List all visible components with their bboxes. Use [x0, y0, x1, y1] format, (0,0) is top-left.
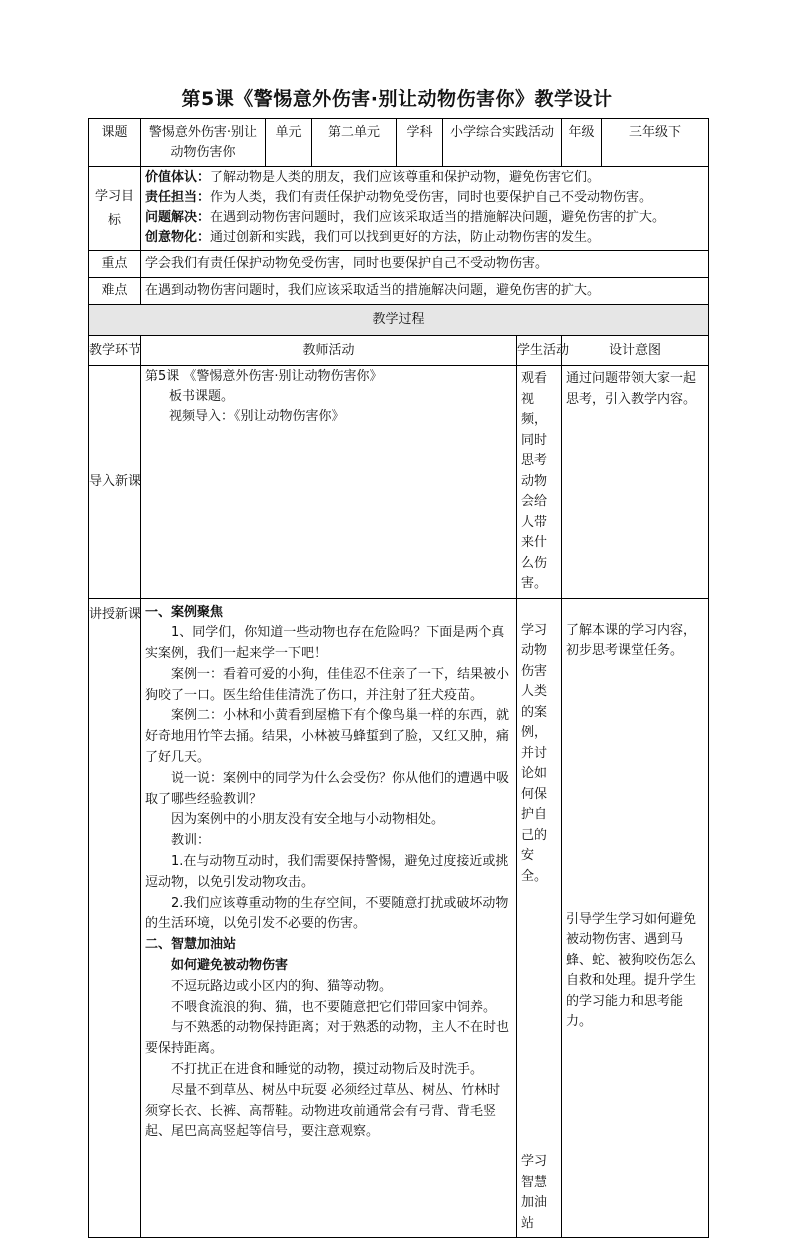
meta-row	[89, 119, 709, 167]
objective-item: 问题解决：在遇到动物伤害问题时，我们应该采取适当的措施解决问题，避免伤害的扩大。	[145, 210, 666, 225]
lesson-stage: 讲授新课	[89, 598, 141, 1238]
process-header: 教学过程	[89, 305, 709, 336]
lesson-paragraph: 尽量不到草丛、树丛中玩耍 必须经过草丛、树丛、竹林时须穿长衣、长裤、高帮鞋。动物进攻前通常会有弓背、背毛竖起、尾巴高高竖起等信号，要注意观察。	[145, 1082, 501, 1140]
lesson-plan-table	[88, 118, 709, 1238]
objective-item: 责任担当：作为人类，我们有责任保护动物免受伤害，同时也要保护自己不受动物伤害。	[145, 190, 653, 205]
lesson-paragraph: 1.在与动物互动时，我们需要保持警惕，避免过度接近或挑逗动物，以免引发动物攻击。	[145, 854, 509, 890]
grade-value: 三年级下	[602, 119, 709, 167]
objective-item: 价值体认：了解动物是人类的朋友，我们应该尊重和保护动物，避免伤害它们。	[145, 170, 601, 185]
intro-teacher	[141, 366, 517, 599]
intro-student: 观看视频，同时思考动物会给人带来什么伤害。	[517, 366, 562, 599]
col-intent-header: 设计意图	[562, 336, 709, 366]
lesson-teacher	[141, 598, 517, 1238]
student-activity-1: 学习动物伤害人类的案例，并讨论如何保护自己的安全。	[521, 622, 548, 884]
col-teacher-header: 教师活动	[141, 336, 517, 366]
intro-teacher-line: 第5课 《警惕意外伤害·别让动物伤害你》	[145, 369, 383, 384]
subject-value: 小学综合实践活动	[443, 119, 562, 167]
intro-intent: 通过问题带领大家一起思考，引入教学内容。	[562, 366, 709, 599]
intro-stage: 导入新课	[89, 366, 141, 599]
process-columns-row	[89, 336, 709, 366]
section-title: 一、案例聚焦	[145, 604, 224, 620]
objective-item: 创意物化：通过创新和实践，我们可以找到更好的方法，防止动物伤害的发生。	[145, 230, 601, 245]
key-point-row	[89, 251, 709, 278]
lesson-paragraph: 不打扰正在进食和睡觉的动物，摸过动物后及时洗手。	[171, 1062, 484, 1078]
subject-label: 学科	[397, 119, 443, 167]
objectives-row	[89, 167, 709, 251]
lesson-paragraph: 不喂食流浪的狗、猫，也不要随意把它们带回家中饲养。	[171, 999, 497, 1015]
intro-row	[89, 366, 709, 599]
lesson-paragraph: 因为案例中的小朋友没有安全地与小动物相处。	[171, 812, 445, 828]
course-label: 课题	[89, 119, 141, 167]
unit-label: 单元	[266, 119, 312, 167]
lesson-paragraph: 教训：	[171, 833, 211, 849]
lesson-intent	[562, 598, 709, 1238]
col-student-header: 学生活动	[517, 336, 562, 366]
col-stage-header: 教学环节	[89, 336, 141, 366]
unit-value: 第二单元	[312, 119, 397, 167]
objectives-content	[141, 167, 709, 251]
process-header-row	[89, 305, 709, 336]
lesson-student	[517, 598, 562, 1238]
difficulty-value: 在遇到动物伤害问题时，我们应该采取适当的措施解决问题，避免伤害的扩大。	[141, 278, 709, 305]
objectives-label: 学习目标	[89, 167, 141, 251]
course-value: 警惕意外伤害·别让动物伤害你	[141, 119, 266, 167]
intent-2: 引导学生学习如何避免被动物伤害、遇到马蜂、蛇、被狗咬伤怎么自救和处理。提升学生的学习能力和思考能力。	[566, 911, 697, 1029]
key-point-label: 重点	[89, 251, 141, 278]
difficulty-label: 难点	[89, 278, 141, 305]
page-title: 第5课《警惕意外伤害·别让动物伤害你》教学设计	[181, 88, 613, 110]
section-title: 二、智慧加油站	[145, 937, 237, 953]
lesson-paragraph: 案例一：看着可爱的小狗，佳佳忍不住亲了一下，结果被小狗咬了一口。医生给佳佳清洗了伤口，并注射了狂犬疫苗。	[145, 666, 510, 703]
difficulty-row	[89, 278, 709, 305]
lesson-row	[89, 598, 709, 1238]
lesson-paragraph: 不逗玩路边或小区内的狗、猫等动物。	[171, 978, 393, 994]
lesson-paragraph: 与不熟悉的动物保持距离；对于熟悉的动物，主人不在时也要保持距离。	[145, 1020, 510, 1057]
lesson-paragraph: 案例二：小林和小黄看到屋檐下有个像鸟巢一样的东西，就好奇地用竹竿去捅。结果，小林被马蜂蜇到了脸，又红又肿，痛了好几天。	[145, 708, 510, 766]
key-point-value: 学会我们有责任保护动物免受伤害，同时也要保护自己不受动物伤害。	[141, 251, 709, 278]
lesson-paragraph: 2.我们应该尊重动物的生存空间，不要随意打扰或破坏动物的生活环境，以免引发不必要的伤害。	[145, 895, 509, 932]
lesson-paragraph: 说一说：案例中的同学为什么会受伤？你从他们的遭遇中吸取了哪些经验教训？	[145, 770, 510, 807]
student-activity-2: 学习智慧加油站	[521, 1154, 548, 1231]
intro-teacher-line: 板书课题。	[169, 389, 235, 404]
grade-label: 年级	[562, 119, 602, 167]
intro-teacher-line: 视频导入：《别让动物伤害你》	[169, 409, 345, 424]
lesson-paragraph: 1、同学们，你知道一些动物也存在危险吗？下面是两个真实案例，我们一起来学一下吧！	[145, 625, 505, 662]
section-subtitle: 如何避免被动物伤害	[171, 958, 289, 974]
intent-1: 了解本课的学习内容，初步思考课堂任务。	[566, 622, 697, 658]
